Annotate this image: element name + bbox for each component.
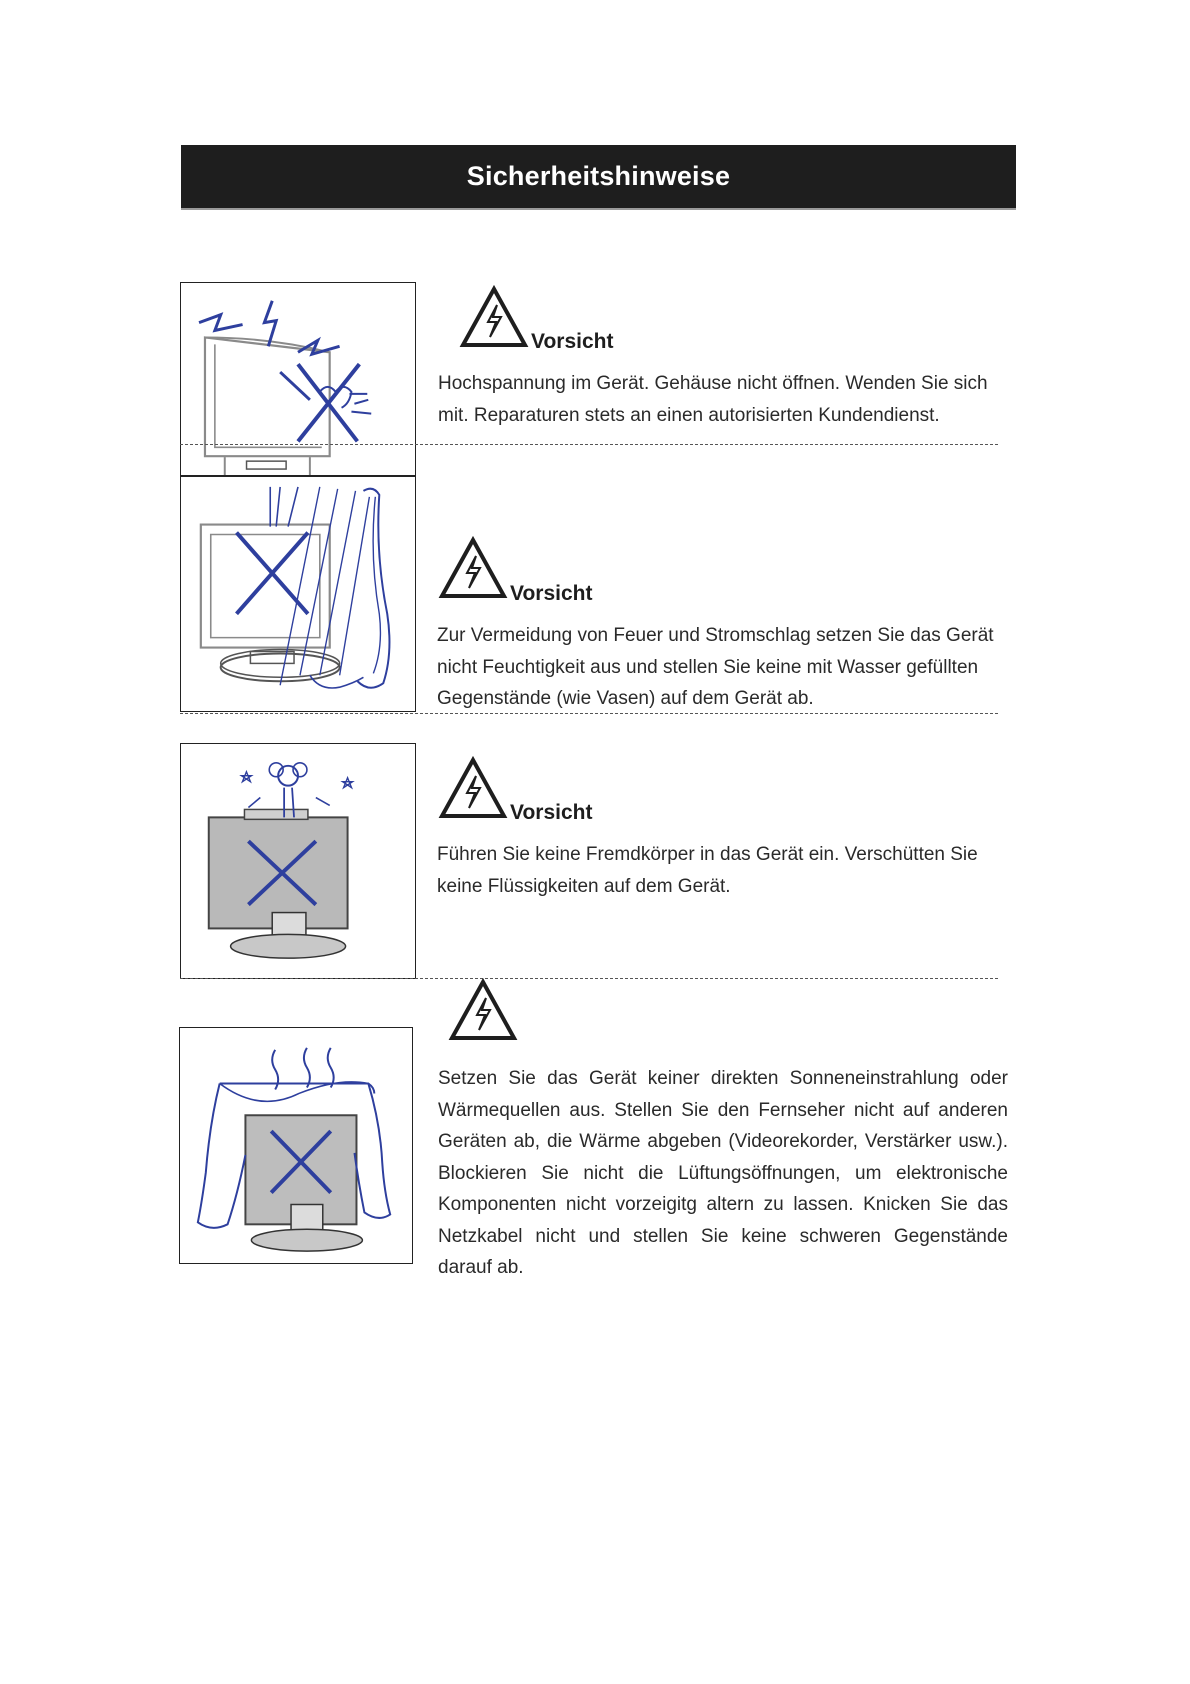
title-underline	[181, 208, 1016, 210]
illustration-open-case	[180, 282, 416, 476]
high-voltage-warning-icon	[438, 536, 508, 600]
tv-vase-illustration	[181, 744, 415, 978]
tv-covered-illustration	[180, 1028, 412, 1263]
tv-curtain-illustration	[181, 477, 415, 711]
tv-lightning-illustration	[181, 283, 415, 475]
high-voltage-warning-icon	[438, 756, 508, 820]
section-title: Vorsicht	[510, 582, 593, 605]
illustration-foreign-objects	[180, 743, 416, 979]
high-voltage-warning-icon	[459, 285, 529, 349]
section-text: Setzen Sie das Gerät keiner direkten Sonneneinstrahlung oder Wärmequellen aus. Stellen Sie den Fernseher nicht auf anderen Geräten ab, die Wärme abgeben (Videorekorder, Verstärker usw.). Blockieren Sie nicht die Lüftungsöffnungen, um elektronische Komponenten nicht vorzeigitg altern zu lassen. Knicken Sie das Netzkabel nicht und stellen Sie keine schweren Gegenstände darauf ab.	[438, 1068, 1008, 1278]
section-text: Zur Vermeidung von Feuer und Stromschlag setzen Sie das Gerät nicht Feuchtigkeit aus und stellen Sie keine mit Wasser gefüllten Gegenstände (wie Vasen) auf dem Gerät ab.	[437, 625, 994, 709]
illustration-moisture	[180, 476, 416, 712]
page-title-bar	[181, 145, 1016, 208]
illustration-heat-sources	[179, 1027, 413, 1264]
section-divider	[180, 444, 998, 445]
section-text: Hochspannung im Gerät. Gehäuse nicht öffnen. Wenden Sie sich mit. Reparaturen stets an einen autorisierten Kundendienst.	[438, 373, 988, 426]
section-divider	[180, 978, 998, 979]
section-title: Vorsicht	[531, 330, 614, 353]
page-title: Sicherheitshinweise	[466, 161, 731, 191]
section-text: Führen Sie keine Fremdkörper in das Gerät ein. Verschütten Sie keine Flüssigkeiten auf dem Gerät.	[437, 844, 978, 897]
high-voltage-warning-icon	[448, 978, 518, 1042]
section-title: Vorsicht	[510, 801, 593, 824]
